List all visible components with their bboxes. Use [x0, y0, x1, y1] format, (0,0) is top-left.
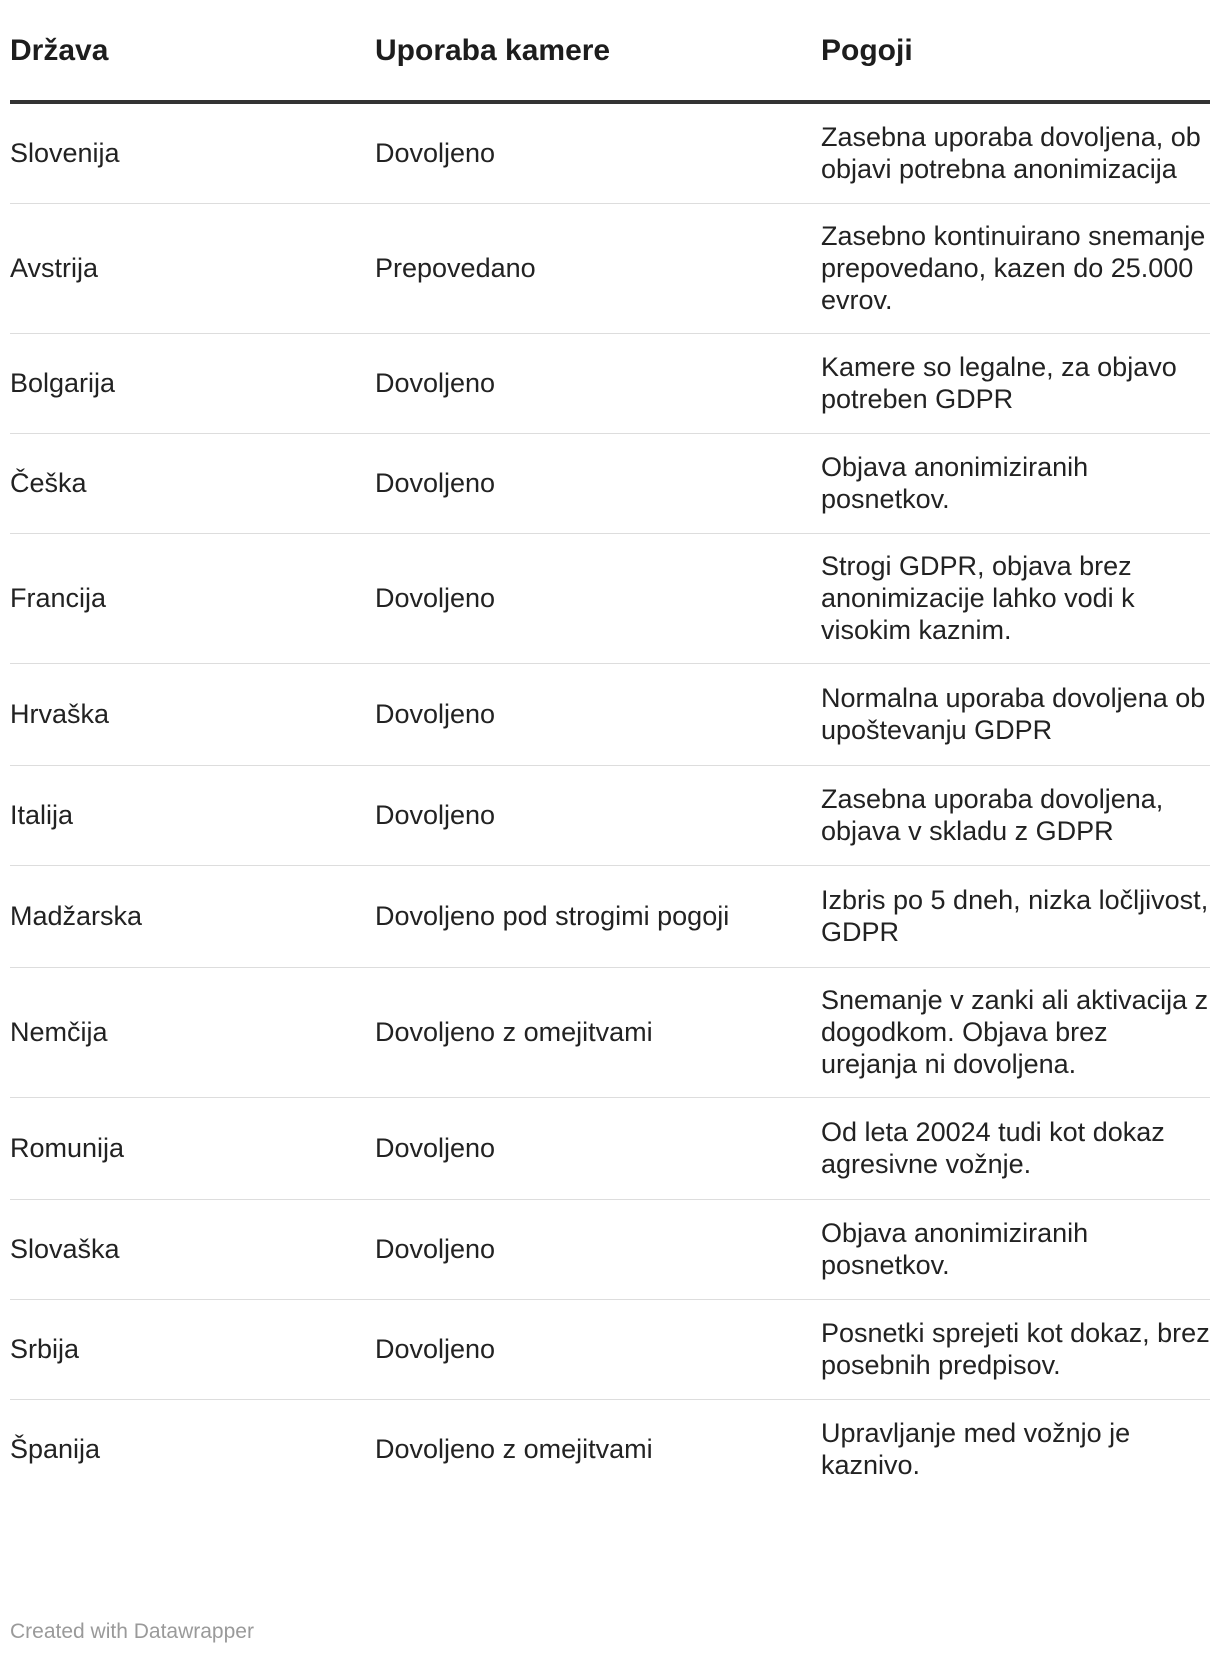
table-row [10, 203, 1210, 333]
cell-uporaba-kamere: Dovoljeno [375, 1097, 821, 1199]
table-row [10, 663, 1210, 765]
cell-pogoji: Objava anonimiziranih posnetkov. [821, 1199, 1210, 1299]
cell-uporaba-kamere: Dovoljeno [375, 765, 821, 865]
header-row [10, 0, 1210, 102]
column-header-pogoji[interactable]: Pogoji [821, 0, 1210, 102]
cell-pogoji: Zasebna uporaba dovoljena, objava v skladu z GDPR [821, 765, 1210, 865]
cell-pogoji: Kamere so legalne, za objavo potreben GDPR [821, 333, 1210, 433]
column-header-uporaba-kamere[interactable]: Uporaba kamere [375, 0, 821, 102]
table-row [10, 433, 1210, 533]
cell-drzava: Romunija [10, 1097, 375, 1199]
cell-pogoji: Strogi GDPR, objava brez anonimizacije lahko vodi k visokim kaznim. [821, 533, 1210, 663]
cell-drzava: Francija [10, 533, 375, 663]
cell-drzava: Hrvaška [10, 663, 375, 765]
cell-drzava: Avstrija [10, 203, 375, 333]
cell-uporaba-kamere: Dovoljeno [375, 333, 821, 433]
table-header [10, 0, 1210, 102]
cell-drzava: Španija [10, 1434, 101, 1465]
cell-uporaba-kamere: Dovoljeno [375, 533, 821, 663]
table-row [10, 1199, 1210, 1299]
cell-uporaba-kamere: Dovoljeno [375, 1299, 821, 1399]
table-row [10, 865, 1210, 967]
cell-pogoji: Objava anonimiziranih posnetkov. [821, 433, 1210, 533]
cell-uporaba-kamere: Prepovedano [375, 203, 821, 333]
cell-drzava: Italija [10, 765, 375, 865]
cell-pogoji: Posnetki sprejeti kot dokaz, brez posebnih predpisov. [821, 1299, 1210, 1399]
cell-drzava: Slovenija [10, 102, 375, 203]
datawrapper-credit[interactable]: Created with Datawrapper [10, 1620, 254, 1643]
cell-pogoji: Snemanje v zanki ali aktivacija z dogodkom. Objava brez urejanja ni dovoljena. [821, 967, 1210, 1097]
cell-drzava: Madžarska [10, 865, 375, 967]
table-body [10, 102, 1210, 1499]
data-table [10, 0, 1210, 1499]
table-row [10, 102, 1210, 203]
cell-pogoji: Normalna uporaba dovoljena ob upoštevanju GDPR [821, 663, 1210, 765]
column-header-drzava[interactable]: Država [10, 0, 375, 102]
table-row [10, 533, 1210, 663]
table-row [10, 1299, 1210, 1399]
cell-pogoji: Zasebna uporaba dovoljena, ob objavi potrebna anonimizacija [821, 102, 1210, 203]
cell-uporaba-kamere: Dovoljeno pod strogimi pogoji [375, 865, 821, 967]
cell-drzava: Bolgarija [10, 333, 375, 433]
table-row [10, 765, 1210, 865]
cell-uporaba-kamere: Dovoljeno [375, 102, 821, 203]
cell-pogoji: Izbris po 5 dneh, nizka ločljivost, GDPR [821, 865, 1210, 967]
cell-drzava: Slovaška [10, 1199, 375, 1299]
cell-uporaba-kamere: Dovoljeno [375, 663, 821, 765]
cell-drzava: Srbija [10, 1299, 375, 1399]
cell-uporaba-kamere: Dovoljeno z omejitvami [375, 967, 821, 1097]
cell-drzava: Češka [10, 433, 375, 533]
cell-uporaba-kamere: Dovoljeno z omejitvami [375, 1434, 653, 1465]
table-row [10, 1399, 1210, 1499]
table-row [10, 1097, 1210, 1199]
table-row [10, 967, 1210, 1097]
cell-uporaba-kamere: Dovoljeno [375, 433, 821, 533]
table-row [10, 333, 1210, 433]
cell-uporaba-kamere: Dovoljeno [375, 1199, 821, 1299]
cell-drzava: Nemčija [10, 967, 375, 1097]
cell-pogoji: Upravljanje med vožnjo je kaznivo. [821, 1418, 1131, 1481]
cell-pogoji: Zasebno kontinuirano snemanje prepovedano, kazen do 25.000 evrov. [821, 203, 1210, 333]
data-table-container [10, 0, 1210, 1499]
cell-pogoji: Od leta 20024 tudi kot dokaz agresivne vožnje. [821, 1097, 1210, 1199]
